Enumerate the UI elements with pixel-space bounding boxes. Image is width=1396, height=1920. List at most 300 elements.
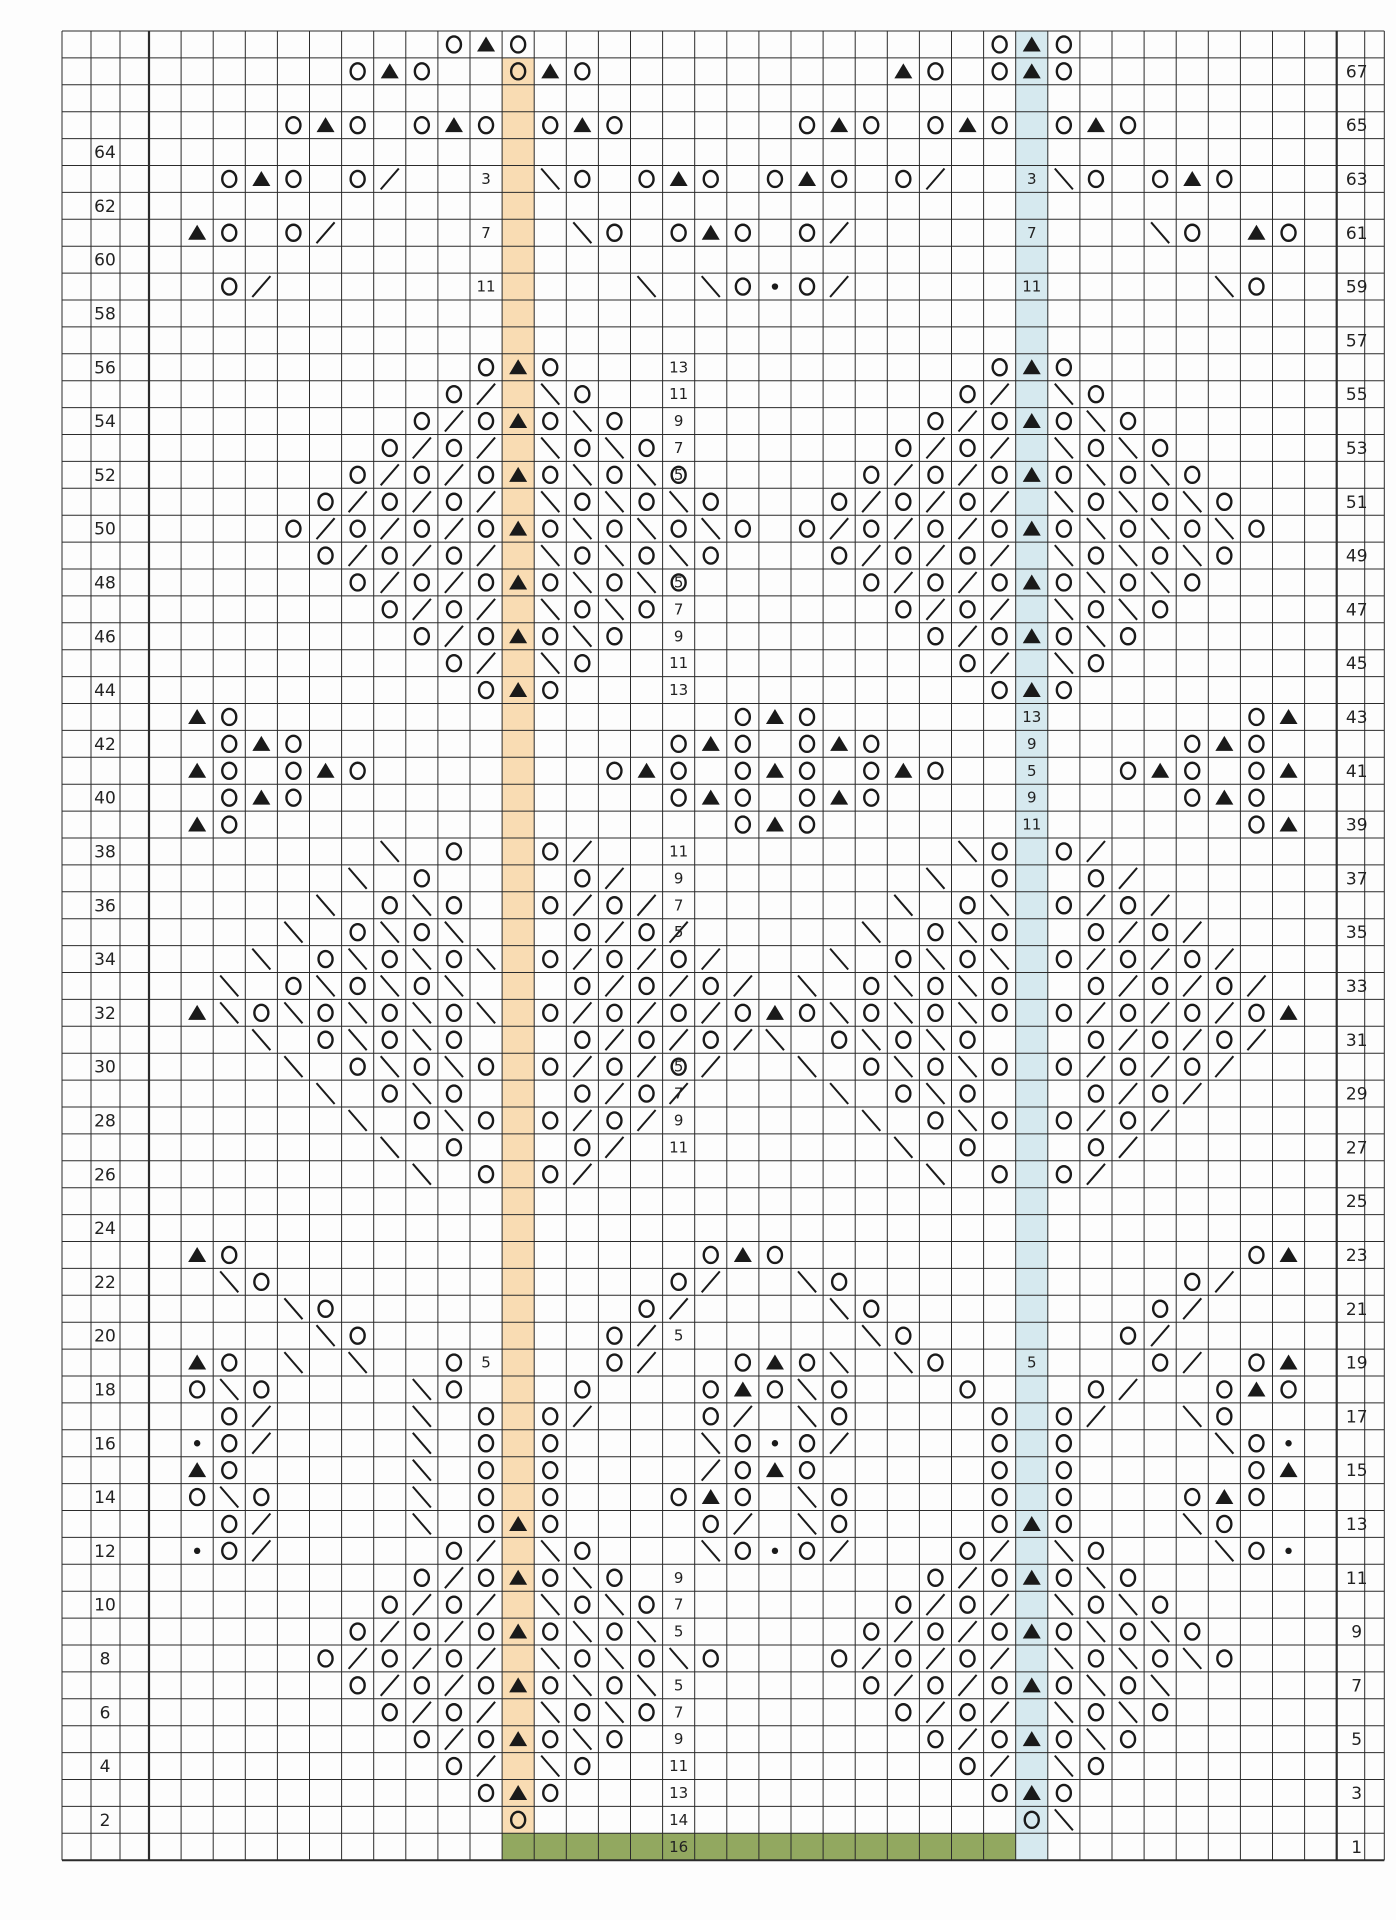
cdd-symbol (830, 736, 848, 751)
yo-symbol (479, 359, 493, 375)
ssk-symbol (926, 1029, 944, 1050)
left-row-number: 40 (94, 788, 116, 809)
yo-symbol (993, 924, 1007, 940)
ssk-symbol (573, 1567, 591, 1588)
ssk-symbol (1119, 491, 1137, 512)
ssk-symbol (1119, 1594, 1137, 1615)
yo-symbol (479, 1166, 493, 1182)
ssk-symbol (1183, 491, 1201, 512)
yo-symbol (415, 1059, 429, 1075)
k2tog-symbol (862, 545, 880, 566)
left-row-number: 64 (94, 143, 116, 164)
yo-symbol (1185, 1059, 1199, 1075)
cdd-symbol (1280, 817, 1298, 832)
k2tog-symbol (252, 1540, 270, 1561)
k2tog-symbol (991, 1594, 1009, 1615)
cdd-symbol (381, 63, 399, 78)
yo-symbol (447, 1139, 461, 1155)
k2tog-symbol (991, 491, 1009, 512)
yo-symbol (254, 1381, 268, 1397)
yo-symbol (1121, 1328, 1135, 1344)
k2tog-symbol (317, 222, 335, 243)
k2tog-symbol (413, 599, 431, 620)
stitch-count-label: 7 (673, 896, 684, 915)
ssk-symbol (477, 1002, 495, 1023)
ssk-symbol (702, 1540, 720, 1561)
cdd-symbol (445, 117, 463, 132)
yo-symbol (961, 1139, 975, 1155)
yo-symbol (993, 1166, 1007, 1182)
k2tog-symbol (894, 518, 912, 539)
yo-symbol (1249, 736, 1263, 752)
ssk-symbol (670, 1648, 688, 1669)
yo-symbol (928, 63, 942, 79)
yo-symbol (447, 1381, 461, 1397)
k2tog-symbol (477, 438, 495, 459)
yo-symbol (543, 1624, 557, 1640)
yo-symbol (575, 386, 589, 402)
yo-symbol (864, 1005, 878, 1021)
ssk-symbol (284, 1002, 302, 1023)
k2tog-symbol (1183, 1352, 1201, 1373)
k2tog-symbol (926, 599, 944, 620)
right-row-number: 41 (1345, 761, 1368, 782)
ssk-symbol (1151, 1621, 1169, 1642)
ssk-symbol (1215, 518, 1233, 539)
k2tog-symbol (605, 868, 623, 889)
ssk-symbol (702, 276, 720, 297)
stitch-count-label: 9 (673, 1730, 684, 1749)
yo-symbol (1121, 763, 1135, 779)
yo-symbol (640, 548, 654, 564)
ssk-symbol (830, 1083, 848, 1104)
k2tog-symbol (477, 653, 495, 674)
yo-symbol (1057, 1059, 1071, 1075)
k2tog-symbol (670, 1298, 688, 1319)
k2tog-symbol (1247, 976, 1265, 997)
yo-symbol (383, 440, 397, 456)
ssk-symbol (413, 1379, 431, 1400)
yo-symbol (1089, 1543, 1103, 1559)
yo-symbol (575, 1704, 589, 1720)
yo-symbol (961, 897, 975, 913)
ssk-symbol (413, 1164, 431, 1185)
ssk-symbol (413, 1406, 431, 1427)
ssk-symbol (1087, 1729, 1105, 1750)
ssk-symbol (798, 1271, 816, 1292)
ssk-symbol (573, 572, 591, 593)
cdd-symbol (1215, 1489, 1233, 1504)
right-row-number: 35 (1345, 923, 1368, 944)
cdd-symbol (959, 117, 977, 132)
k2tog-symbol (349, 491, 367, 512)
stitch-count-label: 11 (669, 654, 689, 673)
left-row-number: 48 (94, 573, 116, 594)
yo-symbol (575, 1543, 589, 1559)
yo-symbol (1089, 1086, 1103, 1102)
yo-symbol (1153, 924, 1167, 940)
yo-symbol (447, 1597, 461, 1613)
yo-symbol (1185, 521, 1199, 537)
ssk-symbol (670, 545, 688, 566)
k2tog-symbol (991, 1702, 1009, 1723)
yo-symbol (543, 1166, 557, 1182)
yo-symbol (640, 1597, 654, 1613)
k2tog-symbol (573, 1002, 591, 1023)
yo-symbol (736, 1435, 750, 1451)
stitch-count-label: 7 (673, 600, 684, 619)
yo-symbol (1185, 736, 1199, 752)
yo-symbol (543, 1516, 557, 1532)
yo-symbol (961, 1597, 975, 1613)
left-row-number: 16 (94, 1434, 116, 1455)
yo-symbol (1121, 574, 1135, 590)
cdd-symbol (188, 1462, 206, 1477)
yo-symbol (800, 763, 814, 779)
cdd-symbol (1215, 736, 1233, 751)
right-row-number: 21 (1345, 1299, 1368, 1320)
ssk-symbol (1087, 518, 1105, 539)
yo-symbol (415, 63, 429, 79)
yo-symbol (896, 601, 910, 617)
yo-symbol (607, 1731, 621, 1747)
yo-symbol (993, 1677, 1007, 1693)
k2tog-symbol (1119, 976, 1137, 997)
ssk-symbol (573, 1729, 591, 1750)
left-row-number: 56 (94, 358, 116, 379)
yo-symbol (896, 548, 910, 564)
yo-symbol (351, 1677, 365, 1693)
stitch-count-label: 5 (1026, 761, 1037, 780)
yo-symbol (993, 36, 1007, 52)
cdd-symbol (188, 763, 206, 778)
k2tog-symbol (1087, 949, 1105, 970)
yo-symbol (447, 1543, 461, 1559)
yo-symbol (993, 1570, 1007, 1586)
yo-symbol (1121, 1112, 1135, 1128)
k2tog-symbol (381, 1621, 399, 1642)
stitch-count-label: 9 (673, 412, 684, 431)
yo-symbol (286, 736, 300, 752)
ssk-symbol (573, 626, 591, 647)
k2tog-symbol (670, 1029, 688, 1050)
right-row-number: 49 (1345, 546, 1368, 567)
right-row-number: 61 (1345, 223, 1368, 244)
right-row-number: 31 (1345, 1030, 1368, 1051)
yo-symbol (607, 225, 621, 241)
ssk-symbol (541, 1702, 559, 1723)
cdd-symbol (734, 1381, 752, 1396)
yo-symbol (704, 1381, 718, 1397)
yo-symbol (1121, 897, 1135, 913)
ssk-symbol (541, 1648, 559, 1669)
right-row-number: 27 (1345, 1138, 1368, 1159)
ssk-symbol (638, 1675, 656, 1696)
ssk-symbol (1055, 1540, 1073, 1561)
yo-symbol (993, 682, 1007, 698)
yo-symbol (993, 1489, 1007, 1505)
stitch-count-label: 9 (673, 1111, 684, 1130)
k2tog-symbol (638, 1110, 656, 1131)
yo-symbol (928, 1677, 942, 1693)
k2tog-symbol (991, 1648, 1009, 1669)
yo-symbol (961, 1086, 975, 1102)
ssk-symbol (894, 1002, 912, 1023)
stitch-count-label: 9 (673, 869, 684, 888)
ssk-symbol (220, 1379, 238, 1400)
ssk-symbol (220, 976, 238, 997)
k2tog-symbol (638, 1002, 656, 1023)
yo-symbol (1057, 682, 1071, 698)
yo-symbol (800, 790, 814, 806)
yo-symbol (543, 1005, 557, 1021)
yo-symbol (1057, 897, 1071, 913)
left-row-number: 58 (94, 304, 116, 325)
yo-symbol (1057, 1516, 1071, 1532)
yo-symbol (222, 279, 236, 295)
left-row-number: 32 (94, 1003, 116, 1024)
k2tog-symbol (894, 464, 912, 485)
yo-symbol (993, 1731, 1007, 1747)
yo-symbol (607, 413, 621, 429)
yo-symbol (640, 1086, 654, 1102)
yo-symbol (351, 574, 365, 590)
cdd-symbol (1247, 1381, 1265, 1396)
yo-symbol (479, 1785, 493, 1801)
yo-symbol (704, 1516, 718, 1532)
ssk-symbol (638, 464, 656, 485)
yo-symbol (447, 601, 461, 617)
yo-symbol (736, 225, 750, 241)
cdd-symbol (252, 736, 270, 751)
yo-symbol (415, 1677, 429, 1693)
k2tog-symbol (734, 1029, 752, 1050)
yo-symbol (415, 521, 429, 537)
yo-symbol (864, 1059, 878, 1075)
yo-symbol (928, 1624, 942, 1640)
stitch-count-label: 9 (673, 627, 684, 646)
yo-symbol (447, 36, 461, 52)
yo-symbol (575, 1597, 589, 1613)
yo-symbol (575, 494, 589, 510)
yo-symbol (575, 1032, 589, 1048)
yo-symbol (479, 1059, 493, 1075)
yo-symbol (1153, 548, 1167, 564)
yo-symbol (1057, 843, 1071, 859)
k2tog-symbol (573, 1406, 591, 1427)
ssk-symbol (573, 1621, 591, 1642)
k2tog-symbol (445, 411, 463, 432)
ssk-symbol (1119, 545, 1137, 566)
yo-symbol (864, 978, 878, 994)
yo-symbol (479, 117, 493, 133)
k2tog-symbol (573, 1056, 591, 1077)
yo-symbol (1121, 628, 1135, 644)
yo-symbol (993, 1462, 1007, 1478)
yo-symbol (928, 521, 942, 537)
ssk-symbol (638, 518, 656, 539)
k2tog-symbol (413, 1594, 431, 1615)
cdd-symbol (1215, 790, 1233, 805)
yo-symbol (222, 1543, 236, 1559)
right-row-number: 37 (1345, 869, 1368, 890)
cdd-symbol (638, 763, 656, 778)
k2tog-symbol (1151, 895, 1169, 916)
stitch-symbols (188, 36, 1297, 1855)
yo-symbol (1185, 1274, 1199, 1290)
stitch-count-label: 7 (673, 1084, 684, 1103)
yo-symbol (1057, 1624, 1071, 1640)
ssk-symbol (862, 1029, 880, 1050)
yo-symbol (415, 1570, 429, 1586)
k2tog-symbol (477, 384, 495, 405)
yo-symbol (736, 1005, 750, 1021)
yo-symbol (1185, 1624, 1199, 1640)
yo-symbol (254, 1489, 268, 1505)
yo-symbol (832, 171, 846, 187)
yo-symbol (1217, 1381, 1231, 1397)
ssk-symbol (284, 1056, 302, 1077)
k2tog-symbol (702, 949, 720, 970)
yo-symbol (928, 1005, 942, 1021)
k2tog-symbol (252, 1514, 270, 1535)
k2tog-symbol (252, 1406, 270, 1427)
yo-symbol (447, 897, 461, 913)
k2tog-symbol (1087, 1002, 1105, 1023)
yo-symbol (479, 628, 493, 644)
yo-symbol (1217, 1650, 1231, 1666)
ssk-symbol (926, 1083, 944, 1104)
yo-symbol (607, 1112, 621, 1128)
yo-symbol (961, 1650, 975, 1666)
k2tog-symbol (830, 518, 848, 539)
k2tog-symbol (1183, 1083, 1201, 1104)
yo-symbol (993, 574, 1007, 590)
k2tog-symbol (1119, 868, 1137, 889)
yo-symbol (993, 1785, 1007, 1801)
stitch-count-label: 7 (673, 1703, 684, 1722)
yo-symbol (447, 548, 461, 564)
yo-symbol (704, 548, 718, 564)
yo-symbol (351, 1059, 365, 1075)
yo-symbol (286, 978, 300, 994)
yo-symbol (222, 790, 236, 806)
yo-symbol (993, 870, 1007, 886)
k2tog-symbol (381, 169, 399, 190)
yo-symbol (383, 548, 397, 564)
cdd-symbol (1280, 709, 1298, 724)
stitch-count-label: 16 (669, 1837, 689, 1856)
yo-symbol (1249, 1462, 1263, 1478)
yo-symbol (1153, 1597, 1167, 1613)
yo-symbol (672, 1005, 686, 1021)
k2tog-symbol (1119, 922, 1137, 943)
nupp-symbol (772, 1548, 778, 1554)
k2tog-symbol (830, 276, 848, 297)
ssk-symbol (1087, 1567, 1105, 1588)
cdd-symbol (1087, 117, 1105, 132)
yo-symbol (800, 1355, 814, 1371)
yo-symbol (607, 1624, 621, 1640)
yo-symbol (1089, 870, 1103, 886)
stitch-count-label: 13 (1022, 707, 1042, 726)
yo-symbol (1057, 1166, 1071, 1182)
stitch-count-label: 7 (673, 438, 684, 457)
yo-symbol (351, 467, 365, 483)
yo-symbol (351, 978, 365, 994)
yo-symbol (543, 359, 557, 375)
k2tog-symbol (1151, 1056, 1169, 1077)
yo-symbol (896, 440, 910, 456)
ssk-symbol (894, 1137, 912, 1158)
k2tog-symbol (1087, 895, 1105, 916)
k2tog-symbol (445, 572, 463, 593)
yo-symbol (254, 1274, 268, 1290)
k2tog-symbol (638, 895, 656, 916)
ssk-symbol (1087, 464, 1105, 485)
k2tog-symbol (702, 1460, 720, 1481)
orange-center-column (502, 58, 534, 1860)
k2tog-symbol (862, 491, 880, 512)
yo-symbol (479, 1731, 493, 1747)
yo-symbol (607, 1059, 621, 1075)
cdd-symbol (830, 790, 848, 805)
ssk-symbol (798, 976, 816, 997)
yo-symbol (575, 1086, 589, 1102)
left-row-number: 52 (94, 465, 116, 486)
k2tog-symbol (734, 1514, 752, 1535)
ssk-symbol (413, 1433, 431, 1454)
cdd-symbol (702, 1489, 720, 1504)
yo-symbol (640, 1650, 654, 1666)
cdd-symbol (252, 790, 270, 805)
ssk-symbol (284, 1298, 302, 1319)
yo-symbol (672, 736, 686, 752)
ssk-symbol (445, 922, 463, 943)
cdd-symbol (188, 1247, 206, 1262)
yo-symbol (800, 1435, 814, 1451)
yo-symbol (543, 1489, 557, 1505)
ssk-symbol (959, 922, 977, 943)
cdd-symbol (894, 63, 912, 78)
ssk-symbol (541, 438, 559, 459)
left-row-number: 10 (94, 1595, 116, 1616)
cdd-symbol (252, 171, 270, 186)
k2tog-symbol (605, 1083, 623, 1104)
yo-symbol (832, 1489, 846, 1505)
yo-symbol (993, 1112, 1007, 1128)
yo-symbol (479, 1516, 493, 1532)
ssk-symbol (381, 1137, 399, 1158)
yo-symbol (415, 978, 429, 994)
right-row-number: 57 (1345, 331, 1368, 352)
yo-symbol (1089, 1597, 1103, 1613)
ssk-symbol (830, 949, 848, 970)
right-row-number: 1 (1351, 1837, 1363, 1858)
yo-symbol (993, 978, 1007, 994)
yo-symbol (543, 951, 557, 967)
yo-symbol (672, 225, 686, 241)
yo-symbol (928, 413, 942, 429)
k2tog-symbol (381, 572, 399, 593)
cdd-symbol (188, 1005, 206, 1020)
ssk-symbol (445, 976, 463, 997)
yo-symbol (736, 817, 750, 833)
left-row-number: 50 (94, 519, 116, 540)
yo-symbol (286, 117, 300, 133)
yo-symbol (800, 1543, 814, 1559)
stitch-count-label: 11 (1022, 277, 1042, 296)
